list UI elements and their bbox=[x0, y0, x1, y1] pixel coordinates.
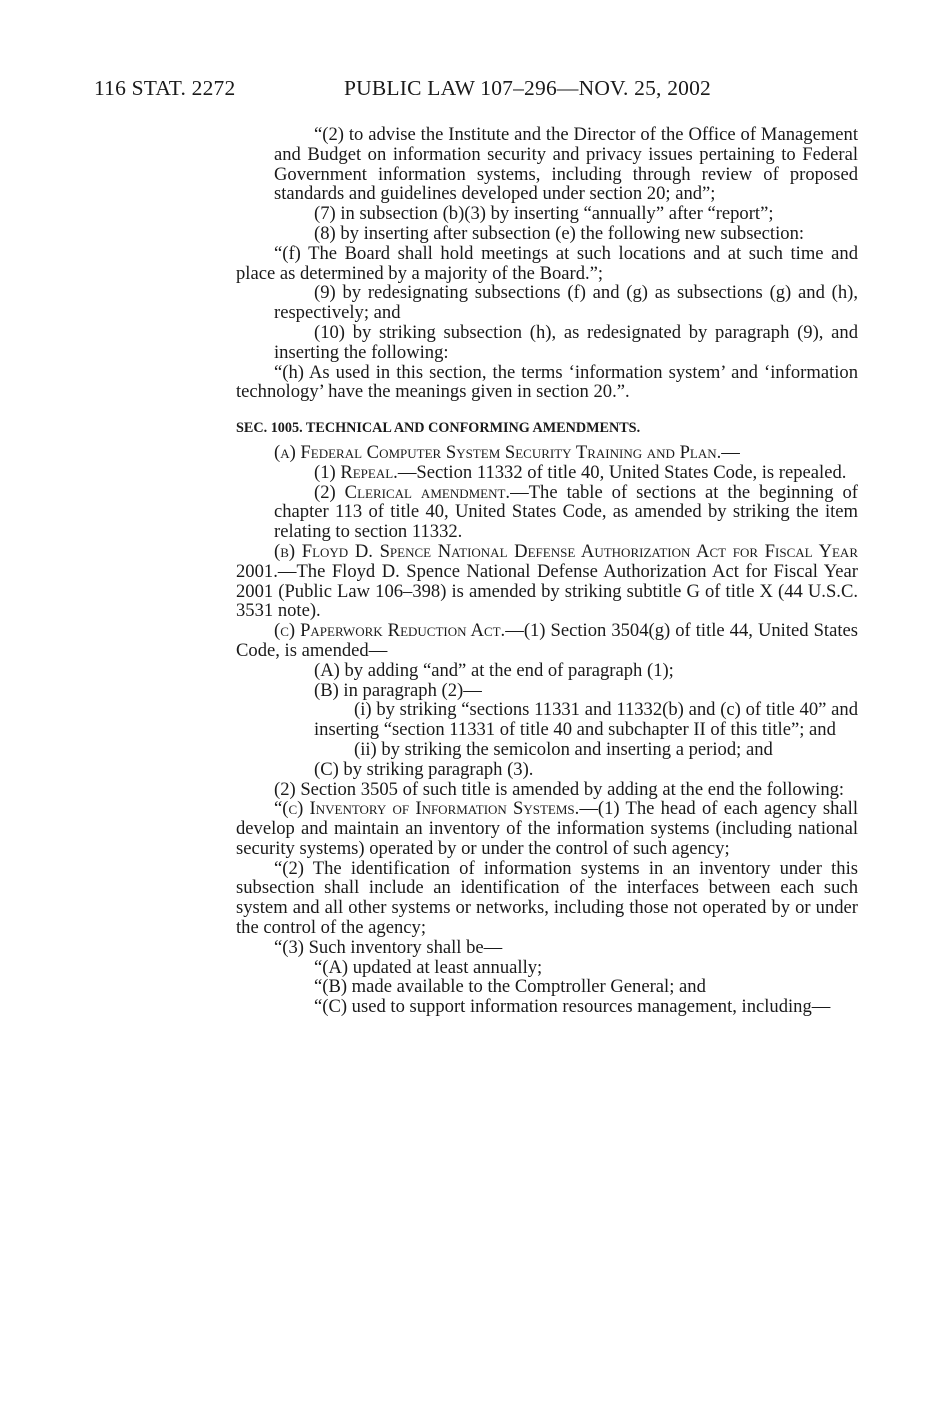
paragraph-8: (8) by inserting after subsection (e) the following new subsection: bbox=[314, 222, 805, 244]
paragraph-f: “(f) The Board shall hold meetings at such locations and at such time and place as determined by a majority of the Board.”; bbox=[236, 242, 858, 284]
page-number: 116 STAT. 2272 bbox=[94, 76, 236, 100]
document-body bbox=[236, 125, 858, 1017]
inventory-c-3: “(3) Such inventory shall be— bbox=[274, 936, 503, 958]
subsection-c-label: (c) Paperwork Reduction Act. bbox=[274, 620, 506, 642]
subsection-a1-text: —Section 11332 of title 40, United States Code, is repealed. bbox=[397, 461, 847, 483]
subsection-c bbox=[236, 621, 858, 661]
paragraph-9: (9) by redesignating subsections (f) and (g) as subsections (g) and (h), respectively; and bbox=[274, 282, 858, 324]
subsection-a2-label: (2) Clerical amendment. bbox=[314, 481, 511, 503]
subsection-a-heading: (a) Federal Computer System Security Training and Plan.— bbox=[274, 441, 740, 463]
subsection-b bbox=[236, 542, 858, 621]
subsection-c-A: (A) by adding “and” at the end of paragraph (1); bbox=[314, 659, 674, 681]
paragraph-2-advise: “(2) to advise the Institute and the Director of the Office of Management and Budget on information security and privacy issues pertaining to Federal Government information systems, including through review of proposed standards and guidelines developed under section 20; and”; bbox=[274, 124, 858, 205]
subsection-c-B-ii: (ii) by striking the semicolon and inserting a period; and bbox=[354, 738, 773, 760]
subsection-a2 bbox=[236, 483, 858, 542]
paragraph-h: “(h) As used in this section, the terms ‘information system’ and ‘information technology’ have the meanings given in section 20.”. bbox=[236, 361, 858, 403]
subsection-c-text: —(1) Section 3504(g) of title 44, United States Code, is amended— bbox=[236, 620, 858, 661]
inventory-c-3-A: “(A) updated at least annually; bbox=[314, 956, 543, 978]
paragraph-7: (7) in subsection (b)(3) by inserting “annually” after “report”; bbox=[314, 203, 774, 225]
inventory-c bbox=[236, 799, 858, 858]
subsection-c-B: (B) in paragraph (2)— bbox=[314, 679, 482, 701]
subsection-a2-text: —The table of sections at the beginning of chapter 113 of title 40, United States Code, as amended by striking the item relating to section 11332. bbox=[274, 481, 858, 543]
inventory-c-3-B: “(B) made available to the Comptroller General; and bbox=[314, 976, 706, 998]
law-title: PUBLIC LAW 107–296—NOV. 25, 2002 bbox=[344, 76, 712, 100]
subsection-c-B-i: (i) by striking “sections 11331 and 11332(b) and (c) of title 40” and inserting “section 11331 of title 40 and subchapter II of this title”; and bbox=[314, 699, 858, 741]
subsection-c-2: (2) Section 3505 of such title is amended by adding at the end the following: bbox=[274, 778, 845, 800]
inventory-c-2: “(2) The identification of information systems in an inventory under this subsection shall include an identification of the interfaces between each such system and all other systems or networks, including those not operated by or under the control of the agency; bbox=[236, 857, 858, 939]
subsection-c-C: (C) by striking paragraph (3). bbox=[314, 758, 534, 780]
inventory-c-3-C: “(C) used to support information resources management, including— bbox=[314, 996, 831, 1018]
subsection-a1-label: (1) Repeal. bbox=[314, 461, 398, 483]
inventory-c-text: —(1) The head of each agency shall develop and maintain an inventory of the information systems (including national security systems) operated by or under the control of such agency; bbox=[236, 798, 858, 859]
inventory-c-label: “(c) Inventory of Information Systems. bbox=[274, 798, 580, 820]
section-heading: SEC. 1005. TECHNICAL AND CONFORMING AMENDMENTS. bbox=[236, 420, 641, 437]
subsection-a1 bbox=[236, 463, 858, 483]
subsection-b-label: (b) Floyd D. Spence National Defense Authorization Act for Fiscal Year 2001. bbox=[236, 540, 858, 582]
subsection-b-text: —The Floyd D. Spence National Defense Authorization Act for Fiscal Year 2001 (Public Law 106–398) is amended by striking subtitle G of title X (44 U.S.C. 3531 note). bbox=[236, 560, 858, 622]
paragraph-10: (10) by striking subsection (h), as redesignated by paragraph (9), and inserting the following: bbox=[274, 321, 858, 363]
